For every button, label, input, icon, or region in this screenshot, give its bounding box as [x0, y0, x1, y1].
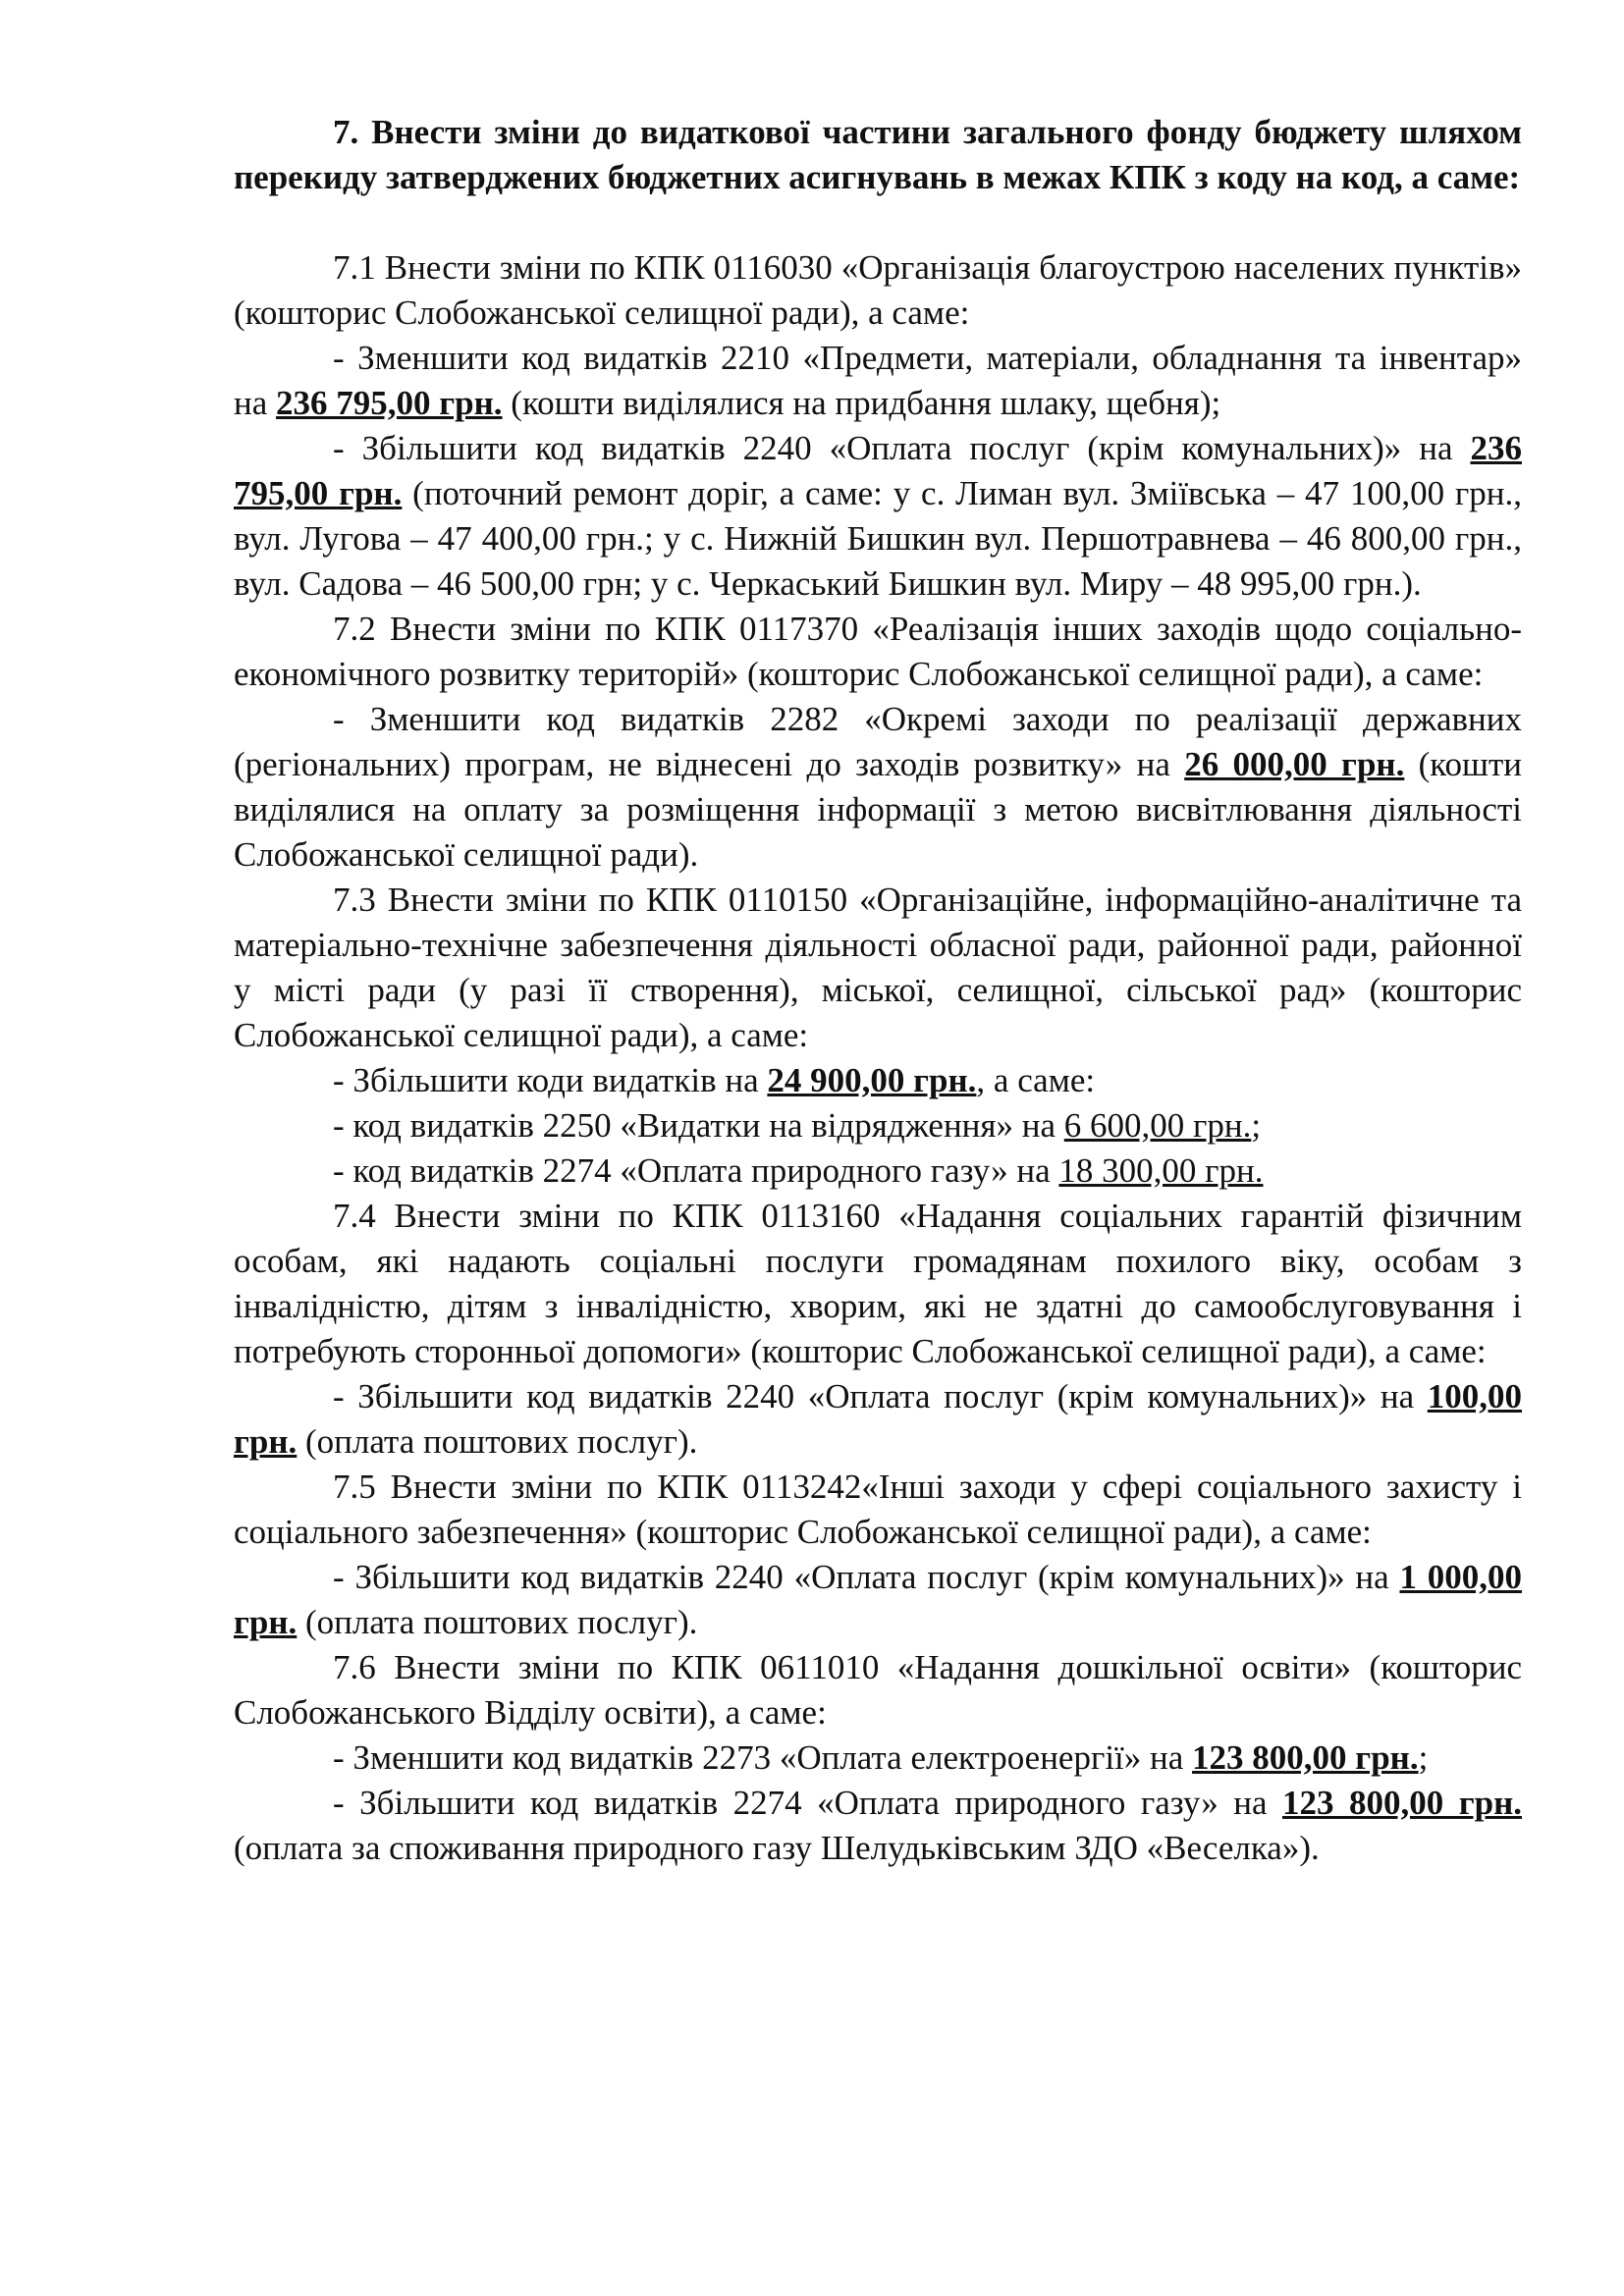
increase-amount: 100,00 грн. — [234, 1377, 1522, 1461]
increase-amount: 24 900,00 грн. — [767, 1061, 977, 1099]
increase-amount: 1 000,00 грн. — [234, 1558, 1522, 1641]
item-amount: 18 300,00 грн. — [1058, 1151, 1264, 1190]
subsection-7-4-increase — [234, 1374, 1522, 1465]
item-text: - код видатків 2274 «Оплата природного газу» на — [333, 1151, 1059, 1190]
increase-text: - Збільшити код видатків 2240 «Оплата послуг (крім комунальних)» на — [333, 429, 1471, 467]
subsection-7-1-increase — [234, 426, 1522, 607]
subsection-7-2-intro: 7.2 Внести зміни по КПК 0117370 «Реалізація інших заходів щодо соціально-економічного розвитку територій» (кошторис Слобожанської селищної ради), а саме: — [234, 610, 1522, 693]
decrease-note: ; — [1418, 1738, 1429, 1777]
subsection-7-5-increase — [234, 1555, 1522, 1645]
decrease-amount: 236 795,00 грн. — [276, 384, 503, 422]
increase-text: - Збільшити коди видатків на — [333, 1061, 768, 1099]
decrease-note: (кошти виділялися на оплату за розміщення інформації з метою висвітлювання діяльності Слобожанської селищної ради). — [234, 745, 1522, 874]
increase-text: - Збільшити код видатків 2274 «Оплата природного газу» на — [333, 1784, 1282, 1822]
decrease-text: - Зменшити код видатків 2210 «Предмети, матеріали, обладнання та інвентар» на — [234, 339, 1522, 422]
decrease-text: - Зменшити код видатків 2282 «Окремі заходи по реалізації державних (регіональних) програм, не віднесені до заходів розвитку» на — [234, 700, 1522, 783]
subsection-7-5-intro: 7.5 Внести зміни по КПК 0113242«Інші заходи у сфері соціального захисту і соціального забезпечення» (кошторис Слобожанської селищної ради), а саме: — [234, 1468, 1522, 1551]
subsection-7-2-decrease — [234, 697, 1522, 878]
subsection-7-1-decrease — [234, 336, 1522, 426]
increase-note: (оплата за споживання природного газу Шелудьківським ЗДО «Веселка»). — [234, 1829, 1320, 1867]
subsection-7-4-intro: 7.4 Внести зміни по КПК 0113160 «Надання соціальних гарантій фізичним особам, які надають соціальні послуги громадянам похилого віку, особам з інвалідністю, дітям з інвалідністю, хворим, які не здатні до самообслуговування і потребують сторонньої допомоги» (кошторис Слобожанської селищної ради), а саме: — [234, 1197, 1522, 1370]
section-heading: 7. Внести зміни до видаткової частини загального фонду бюджету шляхом перекиду затверджених бюджетних асигнувань в межах КПК з коду на код, а саме: — [234, 113, 1522, 196]
item-text: - код видатків 2250 «Видатки на відрядження» на — [333, 1106, 1064, 1145]
increase-note: , а саме: — [976, 1061, 1096, 1099]
subsection-7-3-intro: 7.3 Внести зміни по КПК 0110150 «Організаційне, інформаційно-аналітичне та матеріально-технічне забезпечення діяльності обласної ради, районної ради, районної у місті ради (у разі її створення), міської, селищної, сільської рад» (кошторис Слобожанської селищної ради), а саме: — [234, 881, 1522, 1054]
increase-text: - Збільшити код видатків 2240 «Оплата послуг (крім комунальних)» на — [333, 1377, 1428, 1415]
subsection-7-6-intro: 7.6 Внести зміни по КПК 0611010 «Надання дошкільної освіти» (кошторис Слобожанського Відділу освіти), а саме: — [234, 1648, 1522, 1732]
subsection-7-6-increase — [234, 1781, 1522, 1871]
decrease-note: (кошти виділялися на придбання шлаку, щебня); — [502, 384, 1221, 422]
increase-amount: 236 795,00 грн. — [234, 429, 1522, 512]
decrease-amount: 26 000,00 грн. — [1184, 745, 1405, 783]
increase-note: (оплата поштових послуг). — [297, 1603, 698, 1641]
item-amount: 6 600,00 грн. — [1063, 1106, 1252, 1145]
subsection-7-6-decrease — [234, 1735, 1522, 1781]
increase-text: - Збільшити код видатків 2240 «Оплата послуг (крім комунальних)» на — [333, 1558, 1400, 1596]
decrease-amount: 123 800,00 грн. — [1192, 1738, 1419, 1777]
increase-note: (оплата поштових послуг). — [297, 1422, 698, 1461]
subsection-7-3-item-2250 — [234, 1103, 1522, 1148]
increase-note: (поточний ремонт доріг, а саме: у с. Лиман вул. Зміївська – 47 100,00 грн., вул. Лугова – 47 400,00 грн.; у с. Нижній Бишкин вул. Першотравнева – 46 800,00 грн., вул. Садова – 46 500,00 грн; у с. Черкаський Бишкин вул. Миру – 48 995,00 грн.). — [234, 474, 1522, 603]
subsection-7-3-increase — [234, 1058, 1522, 1103]
decrease-text: - Зменшити код видатків 2273 «Оплата електроенергії» на — [333, 1738, 1193, 1777]
subsection-7-3-item-2274 — [234, 1148, 1522, 1194]
subsection-7-1-intro: 7.1 Внести зміни по КПК 0116030 «Організація благоустрою населених пунктів» (кошторис Слобожанської селищної ради), а саме: — [234, 248, 1522, 332]
item-note: ; — [1251, 1106, 1262, 1145]
increase-amount: 123 800,00 грн. — [1282, 1784, 1523, 1822]
